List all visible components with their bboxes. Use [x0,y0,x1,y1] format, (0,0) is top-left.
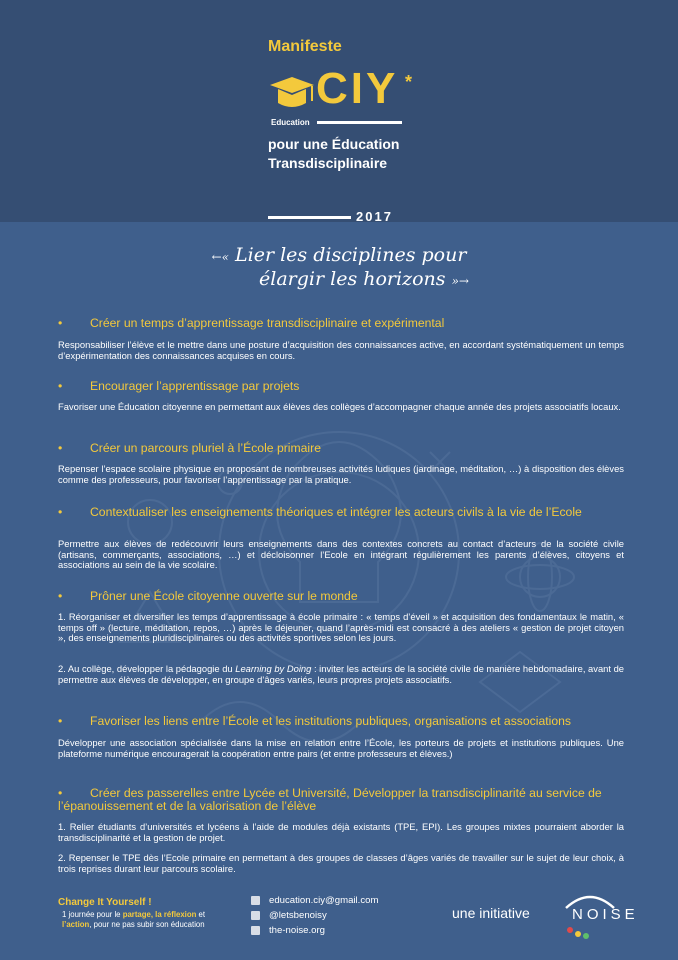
section-5-item1: 1. Réorganiser et diversifier les temps d’apprentissage à école primaire : « temps d’éveil » et acquisition des fondamentaux le matin, « temps off » (lecture, méditation, repos, …) après le déjeuner, quand l’après-midi est consacré à des ateliers « gestion de projet citoyen », des enseignements pluridisciplinaires ou des activités sportives selon les jours. [58,611,624,644]
section-6-body: Développer une association spécialisée dans la mise en relation entre l’École, les porteurs de projets et institutions publiques. Une plateforme numérique encouragerait la coopération entre pairs (et entre professeurs et élèves.) [58,737,624,759]
section-2-title: • Encourager l’apprentissage par projets [58,379,300,393]
footer-slogan-desc: 1 journée pour le partage, la réflexion et l’action, pour ne pas subir son éducation [62,910,206,929]
initiative-label: une initiative [452,905,530,921]
contact-list [251,894,378,939]
section-5-item2: 2. Au collège, développer la pédagogie du Learning by Doing : inviter les acteurs de la société civile de manière hebdomadaire, avant de permettre aux élèves de développer, en groupe d’âges variés, leurs propres projets associatifs. [58,663,625,685]
contact-email[interactable]: education.ciy@gmail.com [251,894,378,907]
slogan-line2: élargir les horizons »→ [259,268,469,290]
contact-twitter[interactable]: @letsbenoisy [251,909,378,922]
year-divider [268,216,351,219]
section-1-title: • Créer un temps d’apprentissage transdisciplinaire et expérimental [58,316,445,330]
subtitle-line2: Transdisciplinaire [268,155,388,171]
year-label: 2017 [356,209,393,224]
education-label: Education [271,118,310,127]
graduation-cap-icon [268,75,316,115]
footer-slogan-title: Change It Yourself ! [58,897,152,908]
section-2-body: Favoriser une Éducation citoyenne en permettant aux élèves des collèges d’accompagner chaque année des projets associatifs locaux. [58,401,621,412]
email-icon [251,896,260,905]
footer-slogan [58,897,233,930]
arrow-right-icon: »→ [451,274,469,288]
web-icon [251,926,260,935]
section-5-title: • Prôner une École citoyenne ouverte sur le monde [58,589,358,603]
section-6-title: • Favoriser les liens entre l’École et les institutions publiques, organisations et associations [58,714,571,728]
section-7-item1: 1. Relier étudiants d’universités et lycéens à l’aide de modules déjà existants (TPE, EPI). Les groupes mixtes pourraient aborder la transdisciplinarité et la gestion de projet. [58,821,624,843]
section-3-body: Repenser l’espace scolaire physique en proposant de nombreuses activités ludiques (jardinage, méditation, …) à disposition des élèves comme des professeurs, pour favoriser l’apprentissage par la pratique. [58,463,624,485]
section-4-body: Permettre aux élèves de redécouvrir leurs enseignements dans des contextes concrets au contact d’acteurs de la société civile (artisans, commerçants, associations, …) et décloisonner l’Ecole en intégrant régulièrement les parents d’élèves, citoyens et associations au sein de la vie scolaire. [58,538,624,571]
logo-underline [317,121,402,124]
manifeste-label: Manifeste [268,38,342,55]
section-7-title: • Créer des passerelles entre Lycée et Université, Développer la transdisciplinarité au service de l’épanouissement et de la valorisation de l’élève [58,786,602,813]
logo-ciy: CIY [316,64,399,113]
section-1-body: Responsabiliser l’élève et le mettre dans une posture d’acquisition des connaissances active, en accordant systématiquement un temps d’expérimentation des connaissances acquises en cours. [58,339,624,361]
twitter-icon [251,911,260,920]
section-7-item2: 2. Repenser le TPE dès l’Ecole primaire en permettant à des groupes de classes d’âges variés de travailler sur le sujet de leur choix, à trois reprises durant leur parcours scolaire. [58,852,624,874]
noise-logo-text: NOISE [572,906,639,923]
slogan-line1: ←« Lier les disciplines pour [211,244,467,266]
subtitle-line1: pour une Éducation [268,136,400,152]
arrow-left-icon: ←« [211,250,229,264]
contact-website[interactable]: the-noise.org [251,924,378,937]
logo-star-icon: * [405,72,413,92]
section-3-title: • Créer un parcours pluriel à l’École primaire [58,441,321,455]
section-4-title: • Contextualiser les enseignements théoriques et intégrer les acteurs civils à la vie de l’Ecole [58,505,582,519]
